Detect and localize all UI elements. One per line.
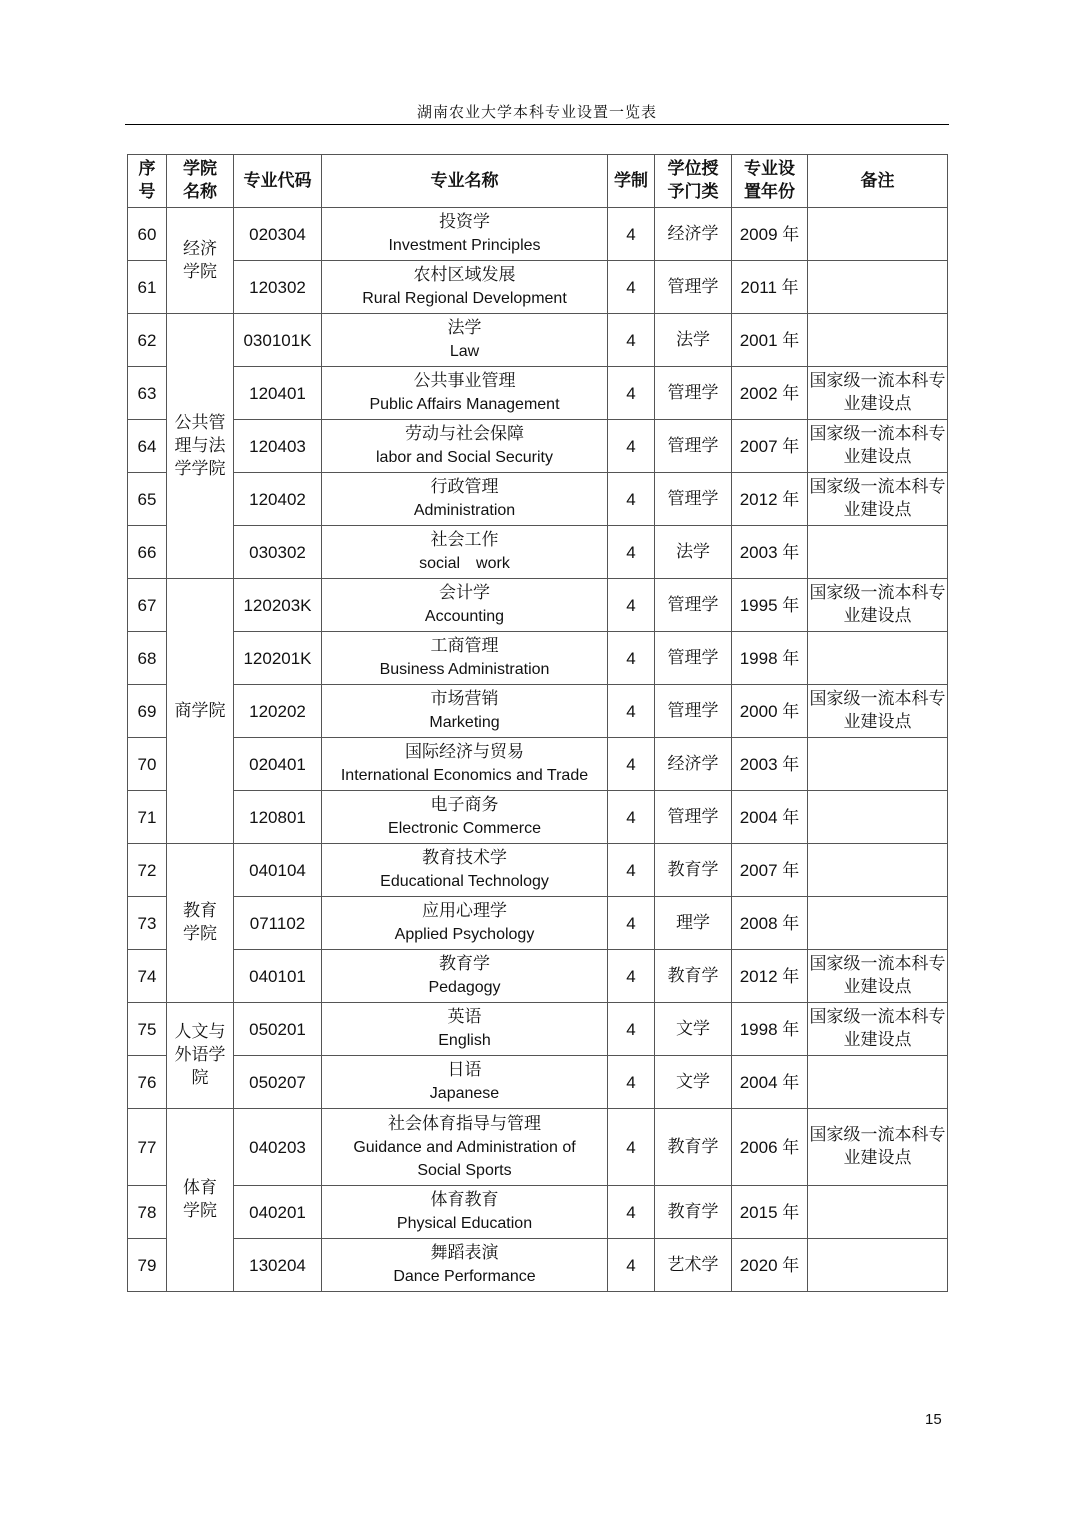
note (808, 844, 948, 897)
major-code: 020401 (234, 738, 322, 791)
major-name (322, 632, 608, 685)
study-years: 4 (608, 420, 655, 473)
major-name (322, 791, 608, 844)
college-name: 公共管理与法学学院 (167, 314, 234, 579)
study-years: 4 (608, 897, 655, 950)
table-header-row (128, 155, 948, 208)
note (808, 261, 948, 314)
table-row (128, 579, 948, 632)
major-name-en: English (438, 1032, 491, 1049)
major-name-en: Pedagogy (428, 979, 501, 996)
established-year: 2007 年 (732, 844, 808, 897)
row-no: 76 (128, 1056, 167, 1109)
note (808, 897, 948, 950)
major-code: 120402 (234, 473, 322, 526)
degree-category: 法学 (655, 314, 732, 367)
degree-category: 管理学 (655, 261, 732, 314)
row-no: 75 (128, 1003, 167, 1056)
col-header-established: 专业设置年份 (732, 155, 808, 208)
established-year: 2001 年 (732, 314, 808, 367)
major-name-zh: 行政管理 (430, 477, 499, 497)
major-name-zh: 法学 (447, 318, 482, 338)
major-name-en: Educational Technology (380, 873, 549, 890)
major-name (322, 420, 608, 473)
major-name-en: Physical Education (396, 1215, 533, 1232)
degree-category: 理学 (655, 897, 732, 950)
table-row (128, 473, 948, 526)
major-name (322, 1109, 608, 1186)
college-name: 经济学院 (167, 208, 234, 314)
major-name-zh: 会计学 (439, 583, 490, 603)
established-year: 2003 年 (732, 526, 808, 579)
study-years: 4 (608, 208, 655, 261)
note: 国家级一流本科专业建设点 (808, 1109, 948, 1186)
row-no: 78 (128, 1186, 167, 1239)
established-year: 1995 年 (732, 579, 808, 632)
major-code: 020304 (234, 208, 322, 261)
table-row (128, 738, 948, 791)
major-name (322, 1186, 608, 1239)
established-year: 2003 年 (732, 738, 808, 791)
major-name (322, 950, 608, 1003)
established-year: 1998 年 (732, 632, 808, 685)
major-code: 040104 (234, 844, 322, 897)
major-name-en: Accounting (424, 608, 505, 625)
note (808, 526, 948, 579)
established-year: 2009 年 (732, 208, 808, 261)
established-year: 2000 年 (732, 685, 808, 738)
note: 国家级一流本科专业建设点 (808, 420, 948, 473)
established-year: 2004 年 (732, 1056, 808, 1109)
majors-table (127, 154, 948, 1292)
note (808, 791, 948, 844)
study-years: 4 (608, 579, 655, 632)
page-number: 15 (925, 1411, 942, 1428)
major-name-en: Administration (413, 502, 516, 519)
row-no: 65 (128, 473, 167, 526)
row-no: 79 (128, 1239, 167, 1292)
major-code: 030101K (234, 314, 322, 367)
table-row (128, 685, 948, 738)
col-header-degree: 学位授予门类 (655, 155, 732, 208)
established-year: 2007 年 (732, 420, 808, 473)
major-name (322, 473, 608, 526)
college-name: 体育学院 (167, 1109, 234, 1292)
row-no: 66 (128, 526, 167, 579)
table-row (128, 367, 948, 420)
major-code: 030302 (234, 526, 322, 579)
established-year: 2011 年 (732, 261, 808, 314)
major-name-zh: 国际经济与贸易 (405, 742, 524, 762)
major-code: 040203 (234, 1109, 322, 1186)
college-name: 教育学院 (167, 844, 234, 1003)
note: 国家级一流本科专业建设点 (808, 367, 948, 420)
study-years: 4 (608, 314, 655, 367)
col-header-note: 备注 (808, 155, 948, 208)
degree-category: 管理学 (655, 579, 732, 632)
table-row (128, 950, 948, 1003)
major-code: 071102 (234, 897, 322, 950)
row-no: 69 (128, 685, 167, 738)
degree-category: 教育学 (655, 950, 732, 1003)
col-header-years: 学制 (608, 155, 655, 208)
major-name (322, 579, 608, 632)
table-row (128, 1056, 948, 1109)
major-name-zh: 农村区域发展 (413, 265, 516, 285)
study-years: 4 (608, 791, 655, 844)
row-no: 61 (128, 261, 167, 314)
degree-category: 管理学 (655, 632, 732, 685)
study-years: 4 (608, 1056, 655, 1109)
note (808, 208, 948, 261)
row-no: 71 (128, 791, 167, 844)
major-name-zh: 应用心理学 (422, 901, 507, 921)
major-name (322, 261, 608, 314)
note: 国家级一流本科专业建设点 (808, 1003, 948, 1056)
study-years: 4 (608, 1109, 655, 1186)
major-name-en: Business Administration (379, 661, 550, 678)
study-years: 4 (608, 685, 655, 738)
established-year: 2012 年 (732, 473, 808, 526)
study-years: 4 (608, 1003, 655, 1056)
table-row (128, 526, 948, 579)
row-no: 73 (128, 897, 167, 950)
row-no: 74 (128, 950, 167, 1003)
study-years: 4 (608, 1186, 655, 1239)
major-name-en: Guidance and Administration of Social Sports (353, 1138, 576, 1179)
major-name-zh: 劳动与社会保障 (405, 424, 524, 444)
study-years: 4 (608, 950, 655, 1003)
table-row (128, 261, 948, 314)
established-year: 2015 年 (732, 1186, 808, 1239)
table-row (128, 208, 948, 261)
study-years: 4 (608, 844, 655, 897)
major-code: 130204 (234, 1239, 322, 1292)
major-name (322, 685, 608, 738)
major-name (322, 844, 608, 897)
major-name (322, 1056, 608, 1109)
major-name-en: Law (449, 343, 480, 360)
college-name: 商学院 (167, 579, 234, 844)
degree-category: 文学 (655, 1056, 732, 1109)
row-no: 63 (128, 367, 167, 420)
col-header-no: 序号 (128, 155, 167, 208)
established-year: 2002 年 (732, 367, 808, 420)
table-row (128, 1239, 948, 1292)
table-row (128, 1186, 948, 1239)
major-name (322, 1003, 608, 1056)
major-name-zh: 日语 (447, 1060, 482, 1080)
major-name-en: Public Affairs Management (369, 396, 560, 413)
row-no: 64 (128, 420, 167, 473)
major-name-en: social work (419, 555, 510, 572)
note (808, 632, 948, 685)
study-years: 4 (608, 367, 655, 420)
note: 国家级一流本科专业建设点 (808, 473, 948, 526)
major-name-zh: 工商管理 (430, 636, 499, 656)
note: 国家级一流本科专业建设点 (808, 950, 948, 1003)
major-code: 050201 (234, 1003, 322, 1056)
degree-category: 管理学 (655, 685, 732, 738)
degree-category: 管理学 (655, 367, 732, 420)
major-code: 120401 (234, 367, 322, 420)
col-header-college: 学院名称 (167, 155, 234, 208)
row-no: 72 (128, 844, 167, 897)
established-year: 2004 年 (732, 791, 808, 844)
study-years: 4 (608, 526, 655, 579)
study-years: 4 (608, 261, 655, 314)
col-header-code: 专业代码 (234, 155, 322, 208)
note (808, 314, 948, 367)
major-name (322, 367, 608, 420)
row-no: 60 (128, 208, 167, 261)
major-name-zh: 市场营销 (430, 689, 499, 709)
col-header-name: 专业名称 (322, 155, 608, 208)
study-years: 4 (608, 738, 655, 791)
row-no: 77 (128, 1109, 167, 1186)
row-no: 70 (128, 738, 167, 791)
major-name-zh: 电子商务 (430, 795, 499, 815)
major-name-zh: 投资学 (439, 212, 490, 232)
major-name-zh: 教育技术学 (422, 848, 507, 868)
major-name (322, 208, 608, 261)
major-name (322, 1239, 608, 1292)
major-name-en: Investment Principles (388, 237, 541, 254)
major-name (322, 314, 608, 367)
degree-category: 艺术学 (655, 1239, 732, 1292)
degree-category: 教育学 (655, 1109, 732, 1186)
degree-category: 文学 (655, 1003, 732, 1056)
major-name-en: Electronic Commerce (388, 820, 541, 837)
major-code: 120403 (234, 420, 322, 473)
row-no: 67 (128, 579, 167, 632)
major-name-en: Applied Psychology (394, 926, 535, 943)
major-name-zh: 体育教育 (430, 1190, 499, 1210)
table-row (128, 314, 948, 367)
table-row (128, 420, 948, 473)
table-row (128, 1109, 948, 1186)
table-row (128, 1003, 948, 1056)
major-name-zh: 社会工作 (430, 530, 499, 550)
table-row (128, 897, 948, 950)
established-year: 2006 年 (732, 1109, 808, 1186)
degree-category: 管理学 (655, 473, 732, 526)
degree-category: 经济学 (655, 208, 732, 261)
table-row (128, 791, 948, 844)
degree-category: 法学 (655, 526, 732, 579)
major-code: 050207 (234, 1056, 322, 1109)
established-year: 2008 年 (732, 897, 808, 950)
row-no: 68 (128, 632, 167, 685)
established-year: 2020 年 (732, 1239, 808, 1292)
major-code: 120801 (234, 791, 322, 844)
established-year: 1998 年 (732, 1003, 808, 1056)
major-code: 040101 (234, 950, 322, 1003)
note (808, 1239, 948, 1292)
page-header: 湖南农业大学本科专业设置一览表 (125, 100, 949, 125)
note (808, 1186, 948, 1239)
major-name-en: Dance Performance (393, 1268, 536, 1285)
major-name-zh: 舞蹈表演 (430, 1243, 499, 1263)
major-name-zh: 公共事业管理 (413, 371, 516, 391)
major-name-en: Rural Regional Development (362, 290, 567, 307)
major-name (322, 897, 608, 950)
degree-category: 管理学 (655, 791, 732, 844)
note (808, 738, 948, 791)
table-row (128, 632, 948, 685)
major-code: 120201K (234, 632, 322, 685)
major-name-zh: 教育学 (439, 954, 490, 974)
table-row (128, 844, 948, 897)
major-code: 120302 (234, 261, 322, 314)
study-years: 4 (608, 632, 655, 685)
major-name-zh: 社会体育指导与管理 (388, 1113, 541, 1134)
major-name-en: Marketing (429, 714, 500, 731)
major-code: 120203K (234, 579, 322, 632)
row-no: 62 (128, 314, 167, 367)
degree-category: 管理学 (655, 420, 732, 473)
study-years: 4 (608, 1239, 655, 1292)
degree-category: 教育学 (655, 844, 732, 897)
established-year: 2012 年 (732, 950, 808, 1003)
degree-category: 经济学 (655, 738, 732, 791)
major-name-en: labor and Social Security (376, 449, 553, 466)
major-name (322, 738, 608, 791)
study-years: 4 (608, 473, 655, 526)
major-name-en: Japanese (429, 1085, 500, 1102)
major-name-en: International Economics and Trade (340, 767, 589, 784)
note: 国家级一流本科专业建设点 (808, 579, 948, 632)
major-name (322, 526, 608, 579)
major-code: 120202 (234, 685, 322, 738)
degree-category: 教育学 (655, 1186, 732, 1239)
college-name: 人文与外语学院 (167, 1003, 234, 1109)
major-code: 040201 (234, 1186, 322, 1239)
major-name-zh: 英语 (447, 1007, 482, 1027)
note (808, 1056, 948, 1109)
note: 国家级一流本科专业建设点 (808, 685, 948, 738)
